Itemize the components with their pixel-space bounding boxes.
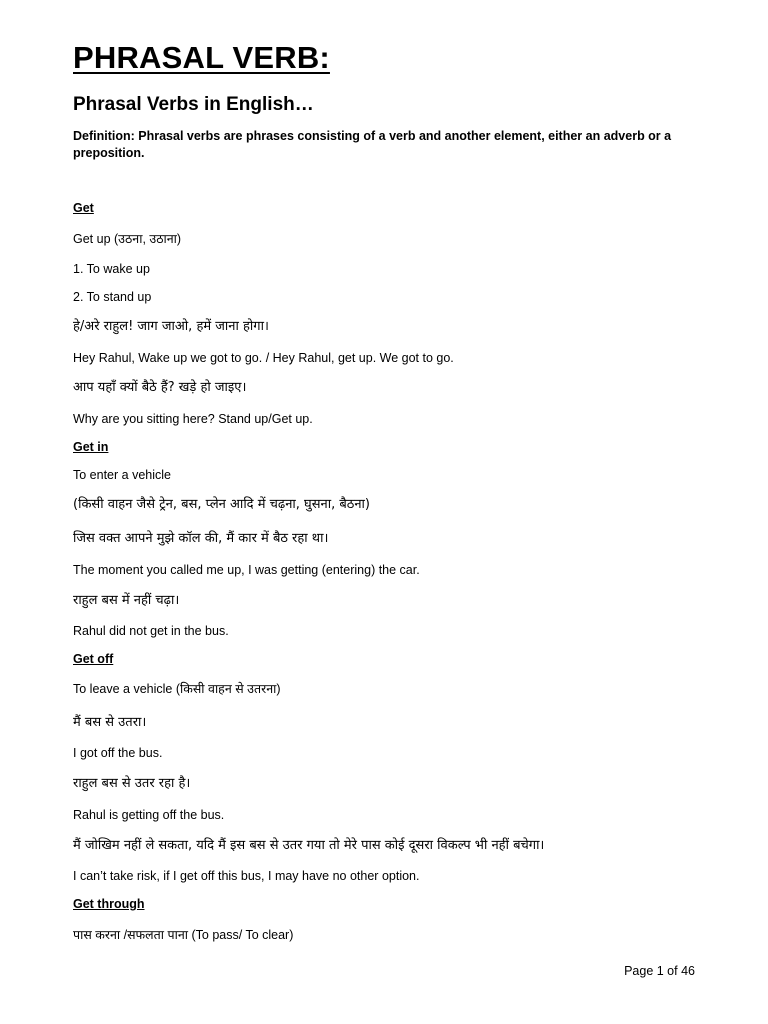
text-line: Get up (उठना, उठाना) bbox=[73, 232, 182, 246]
text-line: 1. To wake up bbox=[73, 262, 150, 276]
text-line: To leave a vehicle (किसी वाहन से उतरना) bbox=[73, 682, 281, 696]
text-line: Hey Rahul, Wake up we got to go. / Hey Rahul, get up. We got to go. bbox=[73, 351, 454, 365]
page-number: Page 1 of 46 bbox=[624, 964, 695, 978]
text-line: I got off the bus. bbox=[73, 746, 163, 760]
text-line: पास करना /सफलता पाना (To pass/ To clear) bbox=[73, 928, 294, 942]
section-heading: Get through bbox=[73, 897, 145, 911]
section-heading: Get in bbox=[73, 440, 109, 454]
text-line: Rahul is getting off the bus. bbox=[73, 808, 225, 822]
definition-paragraph: Definition: Phrasal verbs are phrases consisting of a verb and another element, either an adverb or a preposition. bbox=[73, 129, 672, 160]
hindi-text-line: राहुल बस से उतर रहा है। bbox=[73, 776, 191, 791]
hindi-text-line: (किसी वाहन जैसे ट्रेन, बस, प्लेन आदि में चढ़ना, घुसना, बैठना) bbox=[73, 497, 370, 512]
section-heading: Get bbox=[73, 201, 94, 215]
hindi-text-line: मैं बस से उतरा। bbox=[73, 715, 147, 730]
hindi-text-line: आप यहाँ क्यों बैठे हैं? खड़े हो जाइए। bbox=[73, 380, 247, 395]
hindi-text-line: राहुल बस में नहीं चढ़ा। bbox=[73, 593, 180, 608]
section-heading: Get off bbox=[73, 652, 114, 666]
text-line: Rahul did not get in the bus. bbox=[73, 624, 229, 638]
hindi-text-line: मैं जोखिम नहीं ले सकता, यदि मैं इस बस से उतर गया तो मेरे पास कोई दूसरा विकल्प भी नहीं बचेगा। bbox=[73, 838, 545, 853]
text-line: Why are you sitting here? Stand up/Get up. bbox=[73, 412, 313, 426]
page-content bbox=[73, 38, 713, 200]
page-subtitle: Phrasal Verbs in English… bbox=[73, 94, 314, 115]
page-title: PHRASAL VERB: bbox=[73, 40, 330, 75]
hindi-text-line: जिस वक्त आपने मुझे कॉल की, मैं कार में बैठ रहा था। bbox=[73, 531, 329, 546]
text-line: 2. To stand up bbox=[73, 290, 152, 304]
text-line: To enter a vehicle bbox=[73, 468, 171, 482]
text-line: The moment you called me up, I was getting (entering) the car. bbox=[73, 563, 420, 577]
text-line: I can’t take risk, if I get off this bus, I may have no other option. bbox=[73, 869, 420, 883]
hindi-text-line: हे/अरे राहुल! जाग जाओ, हमें जाना होगा। bbox=[73, 319, 269, 334]
